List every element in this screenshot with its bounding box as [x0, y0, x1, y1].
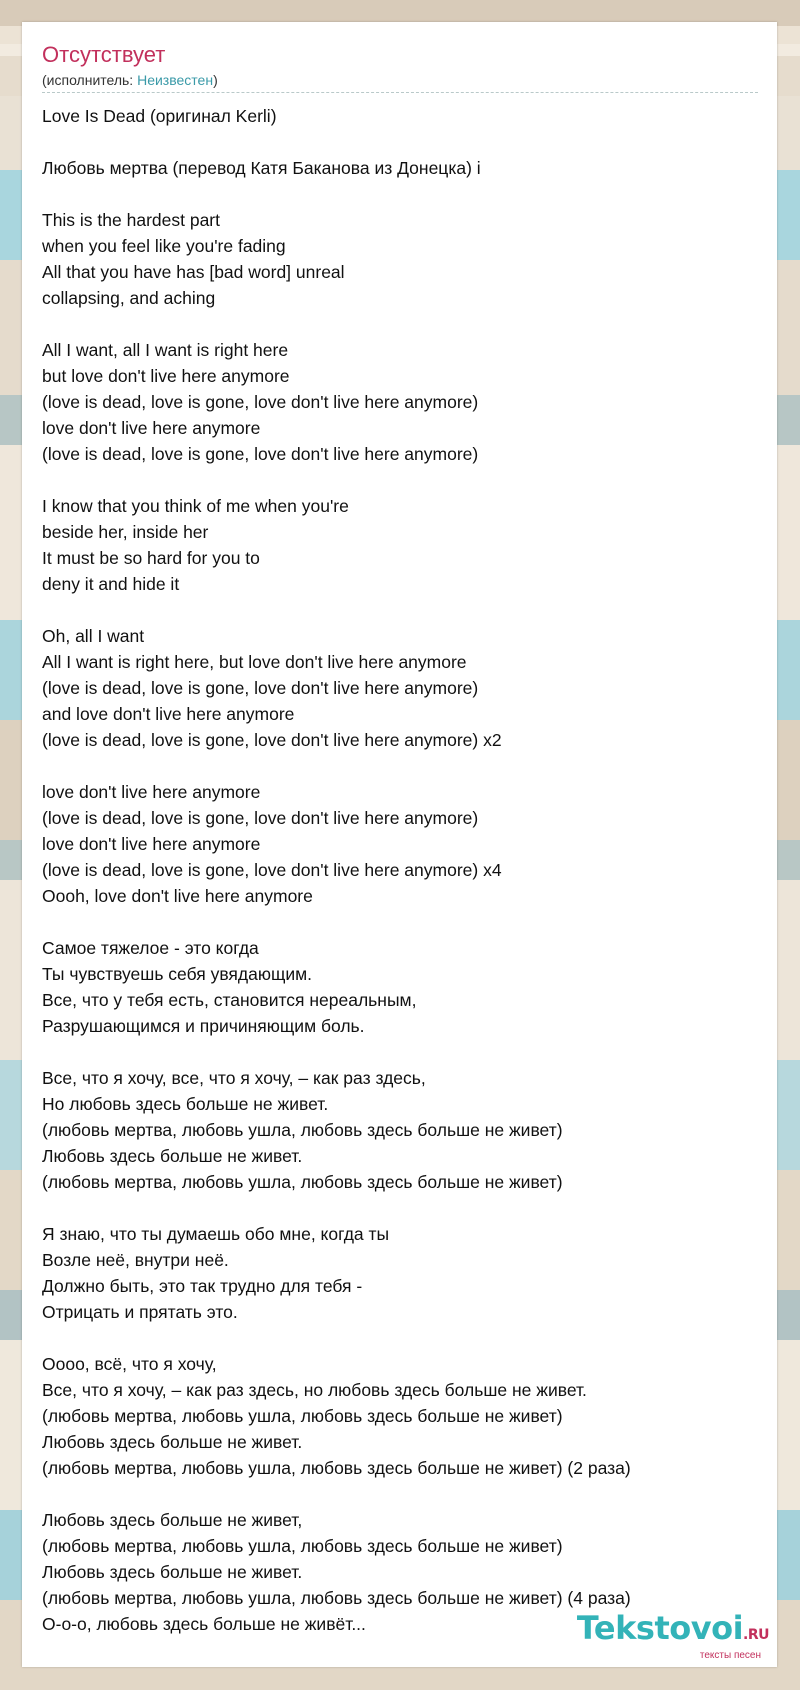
lyric-blank-line: [42, 1039, 762, 1065]
lyric-line: Любовь здесь больше не живет.: [42, 1146, 303, 1166]
song-title: Отсутствует: [42, 42, 166, 67]
lyric-line: (love is dead, love is gone, love don't live here anymore) x2: [42, 730, 502, 750]
lyric-line: Oooh, love don't live here anymore: [42, 886, 313, 906]
artist-line: [42, 72, 218, 88]
lyric-line: (любовь мертва, любовь ушла, любовь здесь больше не живет): [42, 1536, 563, 1556]
lyric-line: Oh, all I want: [42, 626, 145, 646]
lyric-blank-line: [42, 597, 762, 623]
lyric-line: Любовь здесь больше не живет.: [42, 1562, 303, 1582]
lyric-blank-line: [42, 909, 762, 935]
lyric-line: I know that you think of me when you're: [42, 496, 349, 516]
lyric-line: (love is dead, love is gone, love don't live here anymore) x4: [42, 860, 502, 880]
lyric-line: love don't live here anymore: [42, 418, 261, 438]
lyric-line: when you feel like you're fading: [42, 236, 286, 256]
lyric-line: Ты чувствуешь себя увядающим.: [42, 964, 313, 984]
lyric-line: collapsing, and aching: [42, 288, 216, 308]
lyric-line: Должно быть, это так трудно для тебя -: [42, 1276, 363, 1296]
lyric-line: Разрушающимся и причиняющим боль.: [42, 1016, 365, 1036]
lyric-line: Любовь здесь больше не живет,: [42, 1510, 303, 1530]
lyric-line: and love don't live here anymore: [42, 704, 295, 724]
logo-name: Tekstovoi: [576, 1609, 744, 1647]
lyric-line: Love Is Dead (оригинал Kerli): [42, 106, 277, 126]
lyric-blank-line: [42, 129, 762, 155]
lyric-line: О-о-о, любовь здесь больше не живёт...: [42, 1614, 366, 1634]
lyric-blank-line: [42, 311, 762, 337]
lyric-line: (love is dead, love is gone, love don't live here anymore): [42, 444, 479, 464]
lyric-line: All I want, all I want is right here: [42, 340, 289, 360]
lyric-line: Самое тяжелое - это когда: [42, 938, 259, 958]
lyric-line: Все, что я хочу, – как раз здесь, но любовь здесь больше не живет.: [42, 1380, 587, 1400]
lyric-line: Все, что я хочу, все, что я хочу, – как раз здесь,: [42, 1068, 426, 1088]
lyric-line: (love is dead, love is gone, love don't live here anymore): [42, 808, 479, 828]
lyric-blank-line: [42, 467, 762, 493]
lyric-line: Но любовь здесь больше не живет.: [42, 1094, 329, 1114]
lyric-line: love don't live here anymore: [42, 782, 261, 802]
lyric-line: Возле неё, внутри неё.: [42, 1250, 229, 1270]
lyric-line: (love is dead, love is gone, love don't live here anymore): [42, 392, 479, 412]
lyric-blank-line: [42, 1195, 762, 1221]
lyric-line: All I want is right here, but love don't live here anymore: [42, 652, 467, 672]
lyric-blank-line: [42, 753, 762, 779]
lyric-line: love don't live here anymore: [42, 834, 261, 854]
lyric-blank-line: [42, 1325, 762, 1351]
lyric-line: Отрицать и прятать это.: [42, 1302, 238, 1322]
logo-wordmark: [577, 1611, 769, 1652]
lyric-line: All that you have has [bad word] unreal: [42, 262, 345, 282]
lyric-line: (love is dead, love is gone, love don't live here anymore): [42, 678, 479, 698]
lyric-line: Все, что у тебя есть, становится нереальным,: [42, 990, 417, 1010]
lyrics-body: [42, 103, 762, 1637]
lyric-blank-line: [42, 181, 762, 207]
lyric-line: deny it and hide it: [42, 574, 180, 594]
artist-prefix: (исполнитель:: [42, 72, 138, 88]
lyric-line: It must be so hard for you to: [42, 548, 260, 568]
lyric-line: Оооо, всё, что я хочу,: [42, 1354, 217, 1374]
lyric-blank-line: [42, 1481, 762, 1507]
lyric-line: (любовь мертва, любовь ушла, любовь здесь больше не живет) (4 раза): [42, 1588, 631, 1608]
lyric-line: Я знаю, что ты думаешь обо мне, когда ты: [42, 1224, 390, 1244]
lyric-line: Любовь здесь больше не живет.: [42, 1432, 303, 1452]
site-logo[interactable]: [577, 1611, 769, 1661]
lyric-line: but love don't live here anymore: [42, 366, 290, 386]
lyrics-page: [22, 22, 777, 1667]
lyric-line: beside her, inside her: [42, 522, 209, 542]
logo-tld: .RU: [743, 1627, 769, 1643]
lyric-line: (любовь мертва, любовь ушла, любовь здесь больше не живет): [42, 1120, 563, 1140]
artist-link[interactable]: Неизвестен: [137, 72, 214, 88]
artist-suffix: ): [213, 72, 218, 88]
header-divider: [42, 92, 758, 93]
lyric-line: (любовь мертва, любовь ушла, любовь здесь больше не живет): [42, 1172, 563, 1192]
lyric-line: This is the hardest part: [42, 210, 220, 230]
logo-tagline: тексты песен: [699, 1650, 761, 1661]
lyric-line: (любовь мертва, любовь ушла, любовь здесь больше не живет): [42, 1406, 563, 1426]
lyric-line: Любовь мертва (перевод Катя Баканова из Донецка) i: [42, 158, 481, 178]
lyric-line: (любовь мертва, любовь ушла, любовь здесь больше не живет) (2 раза): [42, 1458, 631, 1478]
